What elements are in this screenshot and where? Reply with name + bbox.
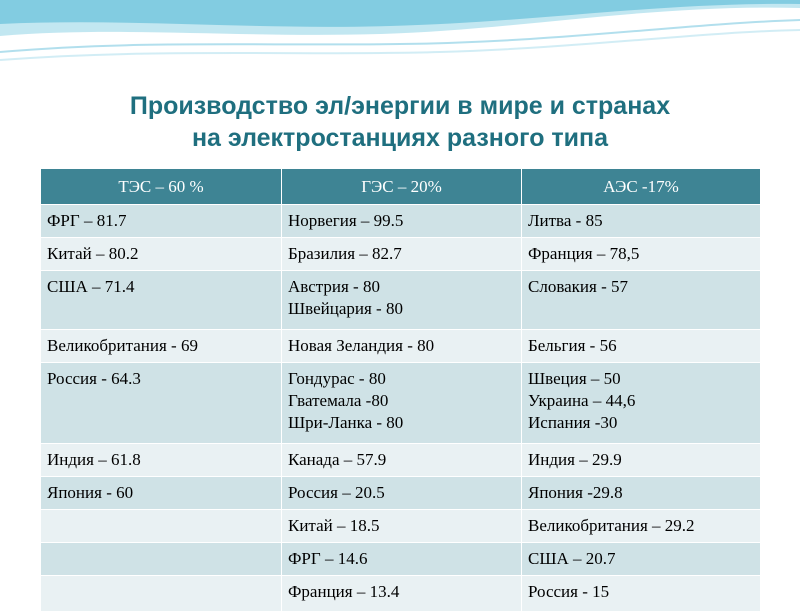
cell-line: Япония - 60	[47, 483, 134, 502]
cell-line: Украина – 44,6	[528, 391, 636, 410]
cell-line: Гондурас - 80	[288, 369, 386, 388]
cell-line: Россия – 20.5	[288, 483, 385, 502]
cell-line: Бельгия - 56	[528, 336, 617, 355]
table-cell	[41, 271, 282, 330]
cell-line: Индия – 61.8	[47, 450, 141, 469]
cell-line: Япония -29.8	[528, 483, 623, 502]
cell-line: США – 71.4	[47, 277, 135, 296]
table-cell	[522, 510, 761, 543]
cell-line: ФРГ – 81.7	[47, 211, 127, 230]
table-body	[41, 205, 761, 612]
table-cell	[41, 238, 282, 271]
header-aes: АЭС -17%	[522, 169, 761, 205]
title-line-2: на электростанциях разного типа	[191, 124, 609, 152]
table-cell	[282, 363, 522, 444]
table-row	[41, 477, 761, 510]
cell-line: Австрия - 80	[288, 277, 380, 296]
table-row	[41, 363, 761, 444]
title-line-1: Производство эл/энергии в мире и странах	[129, 92, 671, 120]
cell-line: Норвегия – 99.5	[288, 211, 404, 230]
table-cell	[41, 576, 282, 612]
table-row	[41, 444, 761, 477]
cell-line: Индия – 29.9	[528, 450, 622, 469]
table-cell	[522, 205, 761, 238]
cell-line: Китай – 80.2	[47, 244, 139, 263]
cell-line: Бразилия – 82.7	[288, 244, 402, 263]
table-row	[41, 205, 761, 238]
table-cell	[41, 477, 282, 510]
table-row	[41, 510, 761, 543]
table-row	[41, 238, 761, 271]
table-cell	[282, 271, 522, 330]
cell-line: Словакия - 57	[528, 277, 629, 296]
table-cell	[282, 576, 522, 612]
cell-line: Россия - 64.3	[47, 369, 141, 388]
table-cell	[41, 510, 282, 543]
cell-line: Канада – 57.9	[288, 450, 387, 469]
table-row	[41, 271, 761, 330]
cell-line: Швеция – 50	[528, 369, 621, 388]
cell-line: Литва - 85	[528, 211, 603, 230]
table-cell	[522, 543, 761, 576]
table-cell	[41, 444, 282, 477]
table-cell	[522, 444, 761, 477]
cell-line: Франция – 78,5	[528, 244, 640, 263]
table-cell	[282, 205, 522, 238]
table-cell	[522, 238, 761, 271]
cell-line: Испания -30	[528, 413, 618, 432]
cell-line: Новая Зеландия - 80	[288, 336, 435, 355]
cell-line: Россия - 15	[528, 582, 610, 601]
table-cell	[522, 271, 761, 330]
table-cell	[522, 363, 761, 444]
table-cell	[41, 330, 282, 363]
table-cell	[41, 363, 282, 444]
cell-line: Шри-Ланка - 80	[288, 413, 404, 432]
table-cell	[282, 238, 522, 271]
table-cell	[282, 477, 522, 510]
table-cell	[522, 330, 761, 363]
header-row	[41, 169, 761, 205]
cell-line: Гватемала -80	[288, 391, 389, 410]
table-row	[41, 576, 761, 612]
power-plants-table	[40, 168, 761, 612]
table-cell	[41, 543, 282, 576]
table-cell	[282, 510, 522, 543]
cell-line: США – 20.7	[528, 549, 616, 568]
cell-line: Великобритания - 69	[47, 336, 198, 355]
cell-line: ФРГ – 14.6	[288, 549, 368, 568]
table-row	[41, 330, 761, 363]
table-row	[41, 543, 761, 576]
table-cell	[282, 330, 522, 363]
table-cell	[282, 543, 522, 576]
table-cell	[522, 477, 761, 510]
table-cell	[282, 444, 522, 477]
table-cell	[41, 205, 282, 238]
cell-line: Франция – 13.4	[288, 582, 400, 601]
cell-line: Великобритания – 29.2	[528, 516, 695, 535]
cell-line: Швейцария - 80	[288, 299, 403, 318]
header-tes: ТЭС – 60 %	[41, 169, 282, 205]
table-cell	[522, 576, 761, 612]
cell-line: Китай – 18.5	[288, 516, 380, 535]
page-title	[0, 90, 800, 154]
wave-decoration	[0, 0, 800, 80]
header-ges: ГЭС – 20%	[282, 169, 522, 205]
